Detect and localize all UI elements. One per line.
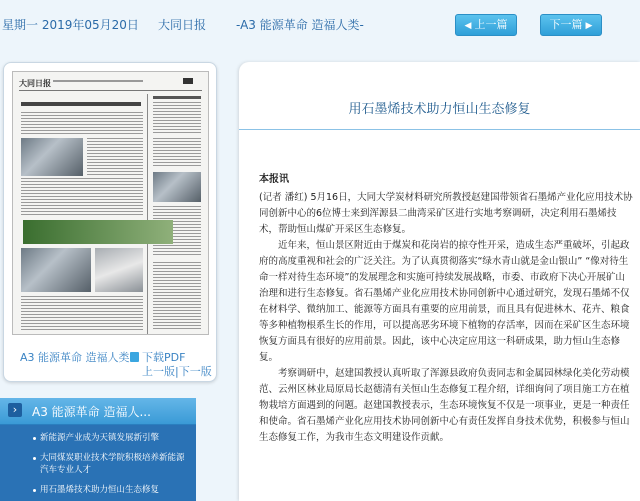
thumbnail-banner bbox=[23, 220, 173, 244]
arrow-left-icon: ◀ bbox=[464, 21, 472, 31]
article-title: 用石墨烯技术助力恒山生态修复 bbox=[348, 102, 531, 117]
list-item[interactable]: 大同煤炭职业技术学院积极培养新能源汽车专业人才 bbox=[0, 450, 196, 482]
article-byline: 本报讯 bbox=[259, 174, 289, 185]
paper-name: 大同日报 bbox=[158, 18, 207, 32]
top-bar bbox=[0, 0, 640, 46]
paragraph: 考察调研中，赵建国教授认真听取了浑源县政府负责同志和金属园林绿化美化劳动模范、云州区林业局原局长赵德清有关恒山生态修复工程介绍，详细询问了项目施工方在植物栽培方面遇到的问题。赵建国教授表示，生态环境恢复不仅是一项事业，更是一种责任和使命。省石墨烯产业化应用技术协同创新中心有责任发挥自身技术优势，积极参与恒山生态修复工作，为我市生态文明建设作贡献。 bbox=[259, 368, 630, 443]
prev-article-button[interactable]: ◀ 上一篇 bbox=[455, 14, 517, 36]
next-article-button[interactable]: 下一篇 ▶ bbox=[540, 14, 602, 36]
prev-page-link[interactable]: 上一版 bbox=[142, 365, 175, 378]
article-panel bbox=[239, 62, 640, 501]
page-label-link[interactable]: A3 能源革命 造福人类 bbox=[20, 351, 130, 364]
page-thumbnail[interactable] bbox=[12, 71, 209, 335]
next-page-link[interactable]: 下一版 bbox=[178, 365, 212, 378]
masthead: 大同日报 bbox=[19, 79, 51, 88]
list-item[interactable]: 新能源产业成为天镇发展新引擎 bbox=[0, 430, 196, 450]
article-list bbox=[0, 430, 196, 501]
current-section-header[interactable]: › A3 能源革命 造福人... bbox=[0, 398, 196, 425]
issue-date: 星期一 2019年05月20日 bbox=[2, 18, 139, 32]
article-list-sidebar bbox=[0, 398, 196, 501]
article-body bbox=[259, 190, 634, 446]
chevron-right-icon: › bbox=[8, 403, 22, 417]
arrow-right-icon: ▶ bbox=[585, 21, 593, 31]
pdf-icon bbox=[130, 352, 139, 362]
paragraph: 近年来，恒山景区附近由于煤炭和花岗岩的掠夺性开采，造成生态严重破坏，引起政府的高度重视和社会的广泛关注。为了认真贯彻落实“绿水青山就是金山银山” “像对待生命一样对待生态环境”的发展理念和实施可持续发展战略，市委、市政府下决心开展矿山治理和进行生态修复。省石墨烯产业化应用技术协同创新中心通过研究，发现石墨烯不仅在材料学、微纳加工、能源等方面具有重要的应用前景，而且具有促进林木、花卉、粮食等多种植物根系生长的作用，可以提高恶劣环境下植物的存活率，因而在采矿区生态环境恢复方面具有很好的应用前景。因此，该中心决定应用这一科研成果，助力恒山生态修复。 bbox=[259, 240, 630, 363]
page-preview-panel bbox=[3, 62, 217, 382]
download-pdf-link[interactable]: 下载PDF bbox=[130, 349, 185, 365]
section-title: -A3 能源革命 造福人类- bbox=[236, 18, 364, 32]
title-divider bbox=[239, 129, 640, 130]
page-nav: 上一版|下一版 bbox=[142, 365, 212, 378]
paragraph: (记者 潘红) 5月16日，大同大学炭材料研究所教授赵建国带领省石墨烯产业化应用技术协同创新中心的6位博士来到浑源县二曲湾采矿区进行实地考察调研，决定利用石墨烯技术，帮助恒山煤矿开采区生态修复。 bbox=[259, 192, 633, 235]
list-item[interactable]: 用石墨烯技术助力恒山生态修复 bbox=[0, 482, 196, 501]
